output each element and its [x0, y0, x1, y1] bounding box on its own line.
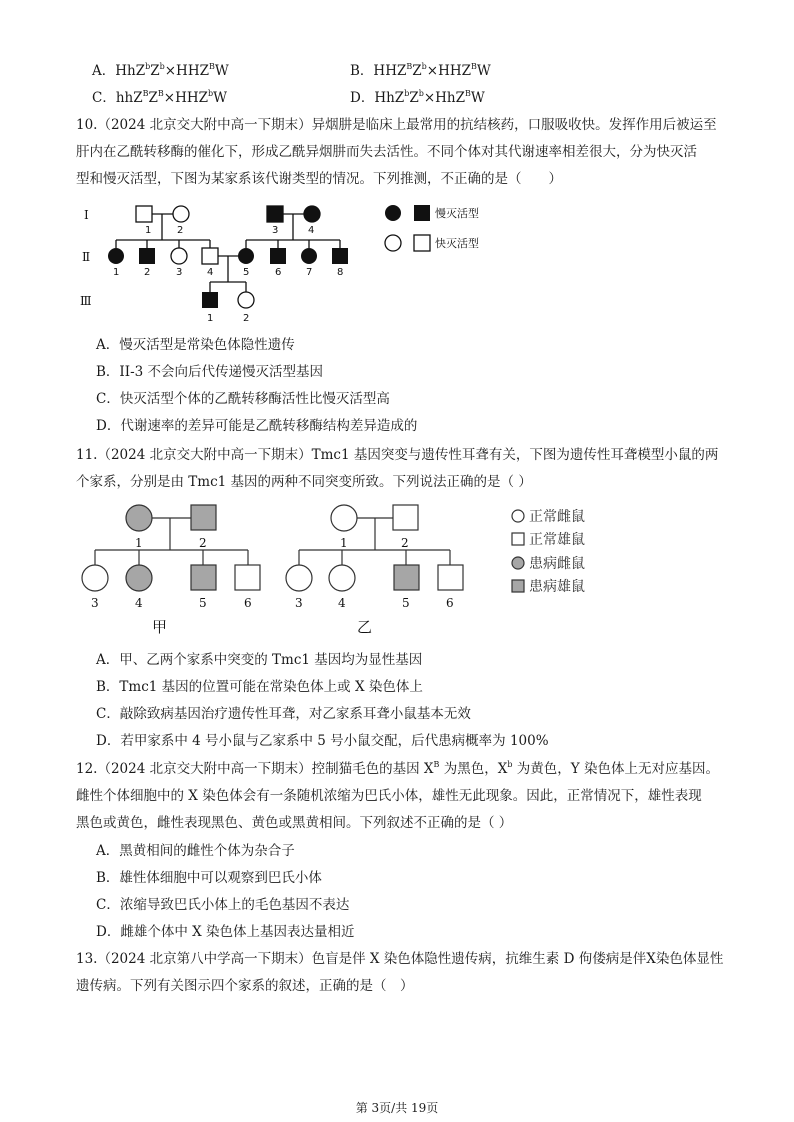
q11-a-5-id: 5	[199, 596, 207, 610]
q11-legend-affected-female: 患病雌鼠	[529, 556, 585, 572]
q11-b-4-normal-female	[329, 565, 355, 591]
q10-II-6-id: 6	[275, 267, 282, 278]
q11-b-2-id: 2	[401, 536, 409, 550]
q9-option-d: D．$HhZ^bZ^b\times HhZ^BW$	[350, 89, 485, 106]
q10-II-1-id: 1	[113, 267, 120, 278]
q10-option-a: A．慢灭活型是常染色体隐性遗传	[96, 337, 295, 353]
q9-option-c: C．$hhZ^BZ^B\times HHZ^bW$	[92, 89, 228, 106]
q10-legend-fast-label: 快灭活型	[435, 237, 479, 250]
q10-legend-fast-circle	[385, 235, 401, 251]
q11-b-6-normal-male	[438, 565, 463, 590]
q12-option-d: D．雌雄个体中 X 染色体上基因表达量相近	[96, 924, 355, 940]
q11-a-4-id: 4	[135, 596, 143, 610]
q11-legend-normal-male-symbol	[512, 533, 524, 545]
q11-family-b-label: 乙	[357, 618, 373, 636]
q11-a-3-normal-female	[82, 565, 108, 591]
q10-I-2-id: 2	[177, 225, 184, 236]
q10-III-2-id: 2	[243, 313, 250, 324]
q11-option-a: A．甲、乙两个家系中突变的 Tmc1 基因均为显性基因	[96, 652, 423, 668]
q11-option-b: B．Tmc1 基因的位置可能在常染色体上或 X 染色体上	[96, 679, 423, 695]
q10-I-4-id: 4	[308, 225, 315, 236]
q10-stem-line-3: 型和慢灭活型，下图为某家系该代谢类型的情况。下列推测，不正确的是（ ）	[76, 171, 562, 187]
q10-option-b: B．II-3 不会向后代传递慢灭活型基因	[96, 364, 324, 380]
q10-II-8-id: 8	[337, 267, 344, 278]
q10-option-d: D．代谢速率的差异可能是乙酰转移酶结构差异造成的	[96, 418, 418, 434]
q11-b-4-id: 4	[338, 596, 346, 610]
q11-a-5-affected-male	[191, 565, 216, 590]
q11-b-2-normal-male	[393, 505, 418, 530]
q11-a-1-id: 1	[135, 536, 143, 550]
q10-III-1-slow-male	[202, 292, 218, 308]
q10-II-6-slow-male	[270, 248, 286, 264]
q10-I-3-slow-male	[267, 206, 283, 222]
page-footer: 第 3页/共 19页	[355, 1101, 439, 1115]
q10-I-1-fast-male	[136, 206, 152, 222]
q9-option-b: B．$HHZ^BZ^b\times HHZ^BW$	[350, 62, 491, 79]
q11-b-5-affected-male	[394, 565, 419, 590]
q10-II-3-fast-female	[171, 248, 187, 264]
q11-legend-affected-female-symbol	[512, 557, 524, 569]
q13-stem-line-1: 13.（2024 北京第八中学高一下期末）色盲是伴 X 染色体隐性遗传病，抗维生素 D 佝偻病是伴X染色体显性	[76, 951, 724, 967]
q10-II-5-slow-female	[238, 248, 254, 264]
q10-stem-line-2: 肝内在乙酰转移酶的催化下，形成乙酰异烟肼而失去活性。不同个体对其代谢速率相差很大，分为快灭活	[76, 144, 697, 160]
q11-b-6-id: 6	[446, 596, 454, 610]
q10-legend-fast-square	[414, 235, 430, 251]
q11-family-a-label: 甲	[152, 618, 168, 636]
q12-stem-line-3: 黑色或黄色，雌性表现黑色、黄色或黑黄相间。下列叙述不正确的是（ ）	[76, 815, 513, 831]
q11-b-3-normal-female	[286, 565, 312, 591]
q12-option-b: B．雄性体细胞中可以观察到巴氏小体	[96, 870, 322, 886]
q11-option-c: C．敲除致病基因治疗遗传性耳聋，对乙家系耳聋小鼠基本无效	[96, 706, 471, 722]
q11-b-1-normal-female	[331, 505, 357, 531]
q10-I-3-id: 3	[272, 225, 279, 236]
q10-gen-label-3: Ⅲ	[80, 294, 92, 308]
q11-a-3-id: 3	[91, 596, 99, 610]
q10-option-c: C．快灭活型个体的乙酰转移酶活性比慢灭活型高	[96, 391, 390, 407]
q11-legend-normal-female: 正常雌鼠	[529, 509, 585, 525]
q10-II-3-id: 3	[176, 267, 183, 278]
q13-stem-line-2: 遗传病。下列有关图示四个家系的叙述，正确的是（ ）	[76, 978, 414, 994]
q10-II-1-slow-female	[108, 248, 124, 264]
q11-b-3-id: 3	[295, 596, 303, 610]
q11-legend-normal-male: 正常雄鼠	[529, 532, 585, 548]
q11-a-2-id: 2	[199, 536, 207, 550]
q12-stem-line-2: 雌性个体细胞中的 X 染色体会有一条随机浓缩为巴氏小体，雄性无此现象。因此，正常情况下，雄性表现	[76, 788, 702, 804]
q10-legend-slow-square	[414, 205, 430, 221]
q10-I-4-slow-female	[304, 206, 320, 222]
q11-a-2-affected-male	[191, 505, 216, 530]
q10-II-2-slow-male	[139, 248, 155, 264]
q11-legend-normal-female-symbol	[512, 510, 524, 522]
q10-II-4-id: 4	[207, 267, 214, 278]
q10-legend-slow-circle	[385, 205, 401, 221]
q10-II-4-fast-male	[202, 248, 218, 264]
q10-II-7-slow-female	[301, 248, 317, 264]
q11-b-1-id: 1	[340, 536, 348, 550]
q12-option-c: C．浓缩导致巴氏小体上的毛色基因不表达	[96, 897, 350, 913]
q10-legend-slow-label: 慢灭活型	[435, 207, 479, 220]
q10-stem-line-1: 10.（2024 北京交大附中高一下期末）异烟肼是临床上最常用的抗结核药，口服吸收快。发挥作用后被运至	[76, 117, 717, 133]
q10-II-2-id: 2	[144, 267, 151, 278]
q10-I-2-fast-female	[173, 206, 189, 222]
q11-option-d: D．若甲家系中 4 号小鼠与乙家系中 5 号小鼠交配，后代患病概率为 100%	[96, 733, 549, 749]
q10-II-8-slow-male	[332, 248, 348, 264]
q12-stem-line-1: 12.（2024 北京交大附中高一下期末）控制猫毛色的基因 $X^B$ 为黑色，$X^b$ 为黄色，Y 染色体上无对应基因。	[76, 760, 719, 777]
q10-gen-label-2: Ⅱ	[82, 250, 91, 264]
q11-a-1-affected-female	[126, 505, 152, 531]
q11-legend-affected-male-symbol	[512, 580, 524, 592]
q11-a-6-id: 6	[244, 596, 252, 610]
q9-option-a: A．$HhZ^bZ^b\times HHZ^BW$	[92, 62, 229, 79]
q11-legend-affected-male: 患病雄鼠	[529, 579, 585, 595]
q10-III-1-id: 1	[207, 313, 214, 324]
q11-b-5-id: 5	[402, 596, 410, 610]
q10-III-2-fast-female	[238, 292, 254, 308]
q12-option-a: A．黑黄相间的雌性个体为杂合子	[96, 843, 295, 859]
q11-stem-line-2: 个家系，分别是由 Tmc1 基因的两种不同突变所致。下列说法正确的是（ ）	[76, 474, 532, 490]
q11-stem-line-1: 11.（2024 北京交大附中高一下期末）Tmc1 基因突变与遗传性耳聋有关，下图为遗传性耳聋模型小鼠的两	[76, 447, 719, 463]
q11-a-4-affected-female	[126, 565, 152, 591]
q10-II-7-id: 7	[306, 267, 313, 278]
q10-II-5-id: 5	[243, 267, 250, 278]
q10-gen-label-1: Ⅰ	[84, 208, 89, 222]
q10-I-1-id: 1	[145, 225, 152, 236]
q11-a-6-normal-male	[235, 565, 260, 590]
